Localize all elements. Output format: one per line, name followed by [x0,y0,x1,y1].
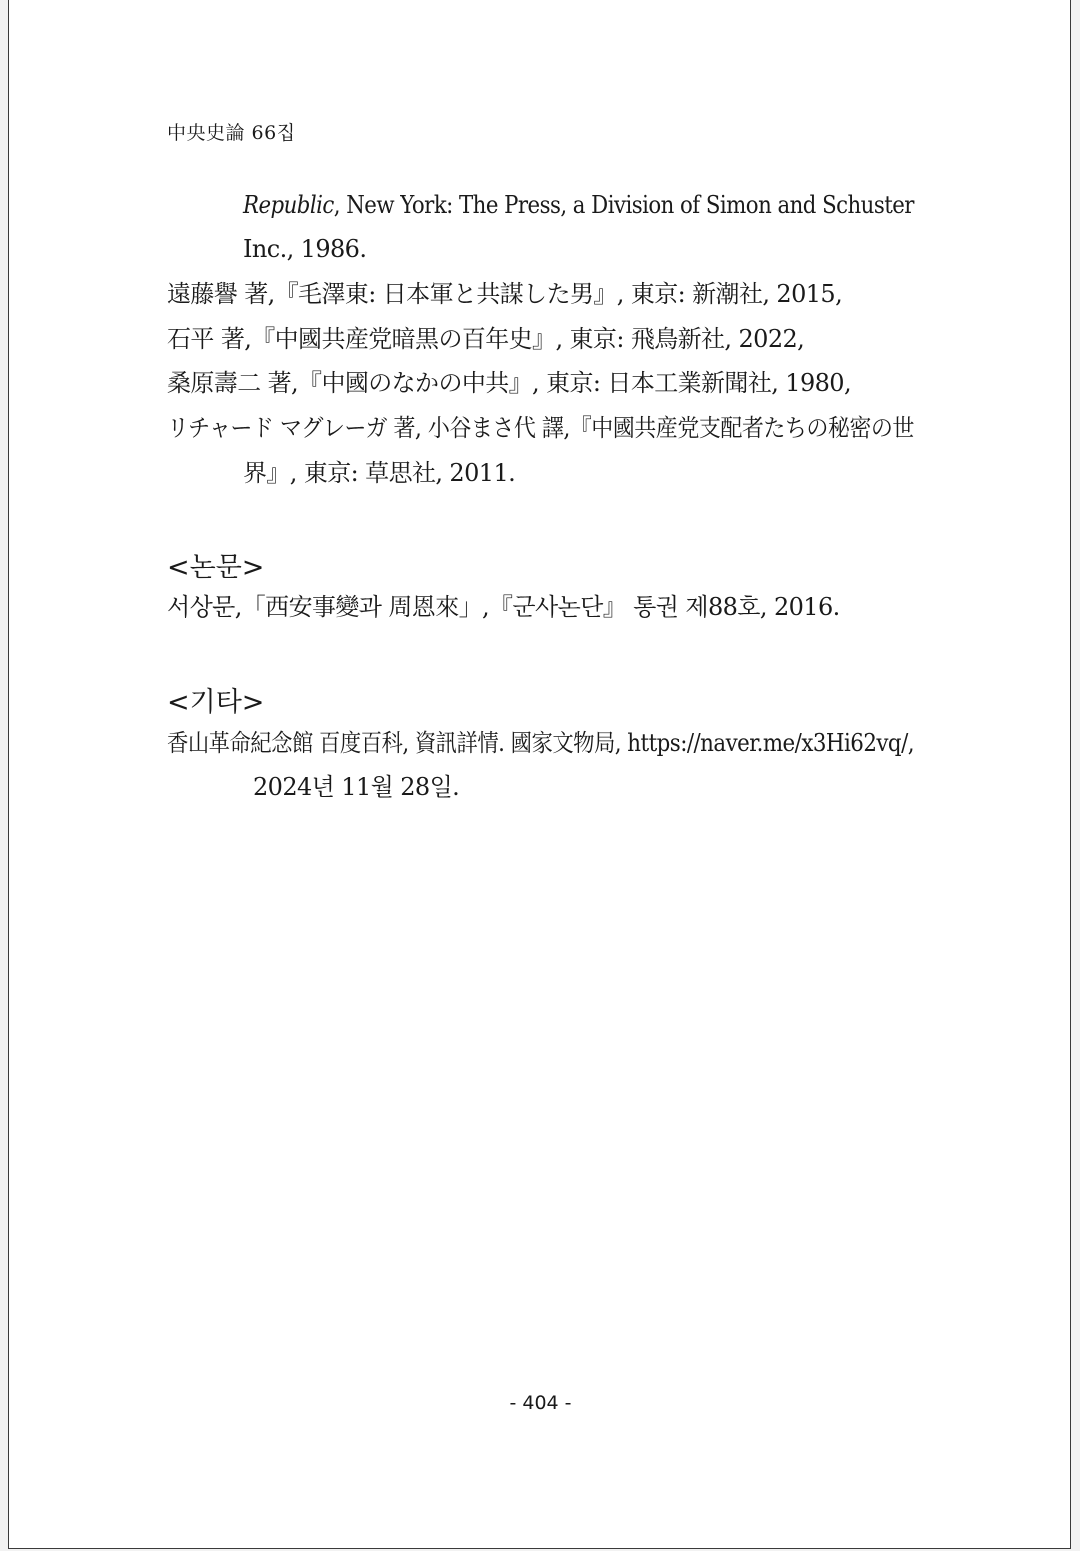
bibliography-entry-line1: リチャード マグレーガ 著, 小谷まさ代 譯,『中國共産党支配者たちの秘密の世 [167,414,914,442]
section-heading-others: <기타> [167,687,265,718]
bibliography-entry-line1: 香山革命紀念館 百度百科, 資訊詳情. 國家文物局, https://naver.me/x3Hi62vq/, [167,729,914,757]
bibliography-entry: 서상문,「西安事變과 周恩來」,『군사논단』 통권 제88호, 2016. [167,593,840,621]
bibliography-entry: 石平 著,『中國共産党暗黒の百年史』, 東京: 飛鳥新社, 2022, [167,325,805,353]
bibliography-entry: 遠藤譽 著,『毛澤東: 日本軍と共謀した男』, 東京: 新潮社, 2015, [167,280,843,308]
book-title-italic: Republic [243,191,334,219]
running-header: 中央史論 66집 [167,122,296,144]
page-number: - 404 - [509,1392,572,1414]
bibliography-entry-continued-line2: Inc., 1986. [243,235,367,263]
bibliography-entry-line2: 2024년 11월 28일. [253,773,460,801]
section-heading-papers: <논문> [167,552,265,583]
bibliography-entry-text: , New York: The Press, a Division of Simon and Schuster [333,191,914,219]
bibliography-entry: 桑原壽二 著,『中國のなかの中共』, 東京: 日本工業新聞社, 1980, [167,369,851,397]
bibliography-entry-line2: 界』, 東京: 草思社, 2011. [243,459,516,487]
document-page [8,0,1071,1549]
bibliography-entry-continued-line1 [243,190,914,220]
